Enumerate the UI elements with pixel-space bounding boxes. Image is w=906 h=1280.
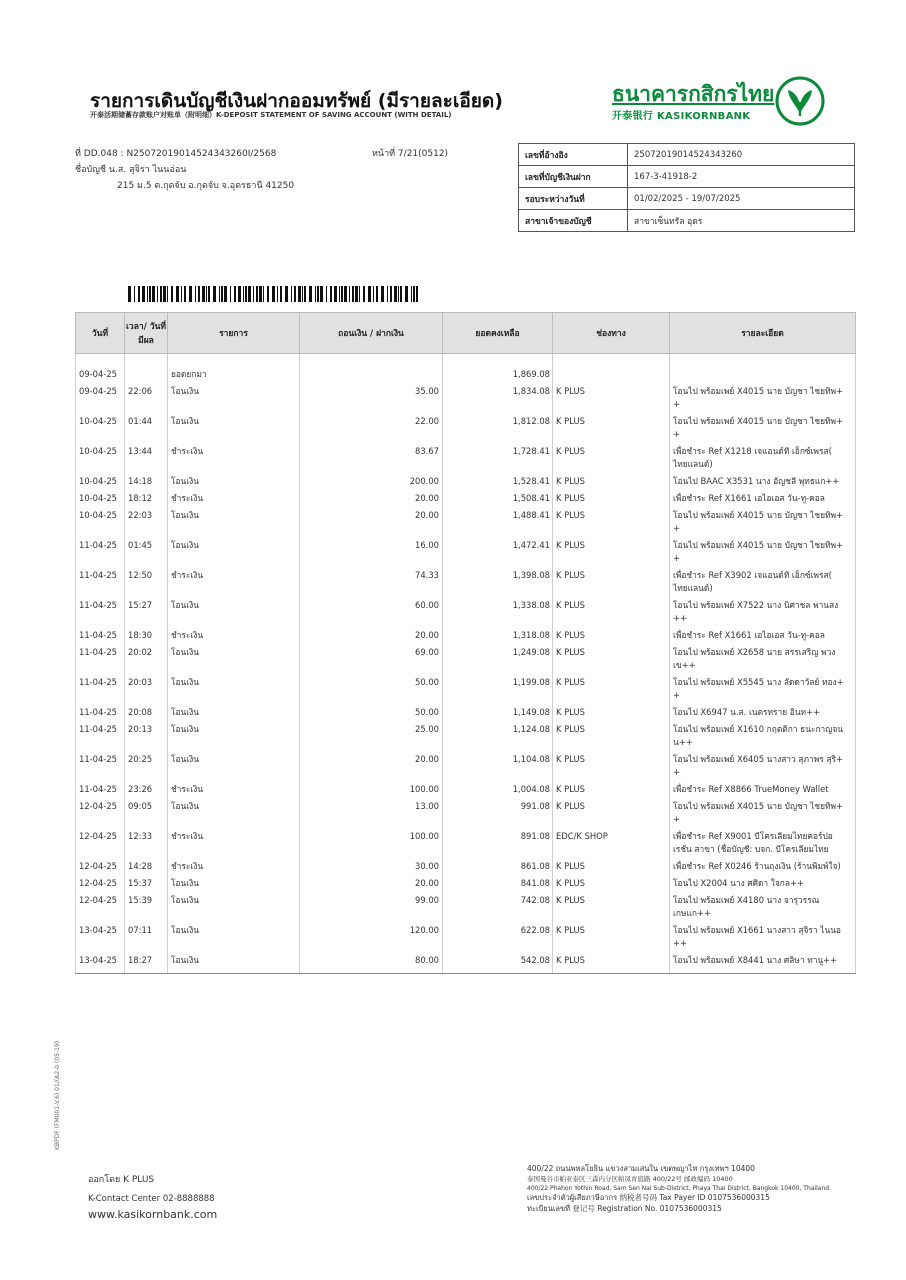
barcode bbox=[128, 286, 418, 302]
cell-detail: เพื่อชำระ Ref X0246 ร้านถุงเงิน (ร้านพิมพ์ใจ) bbox=[670, 858, 856, 875]
cell-balance: 1,869.08 bbox=[443, 354, 553, 384]
doc-reference: ที่ DD.048 : N25072019014524343260I/2568 bbox=[75, 149, 277, 159]
cell-channel: K PLUS bbox=[553, 413, 670, 443]
cell-time: 12:50 bbox=[125, 567, 168, 597]
cell-balance: 1,528.41 bbox=[443, 473, 553, 490]
cell-description: ชำระเงิน bbox=[168, 490, 300, 507]
cell-date: 11-04-25 bbox=[76, 597, 125, 627]
transactions-table bbox=[75, 312, 856, 974]
table-row bbox=[76, 892, 856, 922]
cell-balance: 1,124.08 bbox=[443, 721, 553, 751]
cell-detail: โอนไป พร้อมเพย์ X4015 นาย บัญชา ไชยทิพ+ + bbox=[670, 537, 856, 567]
cell-time: 12:33 bbox=[125, 828, 168, 858]
cell-description: โอนเงิน bbox=[168, 721, 300, 751]
statement-title: รายการเดินบัญชีเงินฝากออมทรัพย์ (มีรายละเอียด) bbox=[90, 90, 503, 112]
cell-description: ชำระเงิน bbox=[168, 443, 300, 473]
table-row bbox=[76, 751, 856, 781]
cell-detail: โอนไป พร้อมเพย์ X4015 นาย บัญชา ไชยทิพ+ + bbox=[670, 413, 856, 443]
table-row bbox=[76, 952, 856, 974]
cell-date: 12-04-25 bbox=[76, 798, 125, 828]
table-row bbox=[76, 798, 856, 828]
cell-description: โอนเงิน bbox=[168, 383, 300, 413]
cell-channel: K PLUS bbox=[553, 537, 670, 567]
cell-channel: K PLUS bbox=[553, 443, 670, 473]
cell-detail: เพื่อชำระ Ref X1218 เจแอนด์ที เอ็กซ์เพรส( ไทยแลนด์) bbox=[670, 443, 856, 473]
info-label: เลขที่บัญชีเงินฝาก bbox=[519, 166, 628, 188]
cell-amount: 20.00 bbox=[300, 507, 443, 537]
info-label: รอบระหว่างวันที่ bbox=[519, 188, 628, 210]
cell-balance: 991.08 bbox=[443, 798, 553, 828]
cell-detail: โอนไป พร้อมเพย์ X1661 นางสาว สุจิรา ไนนอ ++ bbox=[670, 922, 856, 952]
table-row bbox=[76, 443, 856, 473]
cell-detail: โอนไป X2004 นาง ศศิดา ใจกล++ bbox=[670, 875, 856, 892]
cell-amount: 50.00 bbox=[300, 704, 443, 721]
cell-detail: เพื่อชำระ Ref X9001 บีโครเลียมไทยคอร์ปอ เรชั่น สาขา (ชื่อบัญชี: บจก. บีโครเลียมไทย bbox=[670, 828, 856, 858]
cell-time: 07:11 bbox=[125, 922, 168, 952]
col-header-channel: ช่องทาง bbox=[553, 313, 670, 354]
cell-time: 18:12 bbox=[125, 490, 168, 507]
cell-balance: 542.08 bbox=[443, 952, 553, 974]
cell-description: โอนเงิน bbox=[168, 704, 300, 721]
table-header-row bbox=[76, 313, 856, 354]
cell-channel: K PLUS bbox=[553, 473, 670, 490]
cell-amount: 35.00 bbox=[300, 383, 443, 413]
cell-description: โอนเงิน bbox=[168, 922, 300, 952]
cell-channel: EDC/K SHOP bbox=[553, 828, 670, 858]
info-row bbox=[519, 188, 855, 210]
form-code: KBPDF (FM001-V.6) 01/(A2-0 (05-19) bbox=[54, 1040, 61, 1150]
cell-channel: K PLUS bbox=[553, 952, 670, 974]
cell-balance: 1,812.08 bbox=[443, 413, 553, 443]
cell-time: 23:26 bbox=[125, 781, 168, 798]
col-header-date: วันที่ bbox=[76, 313, 125, 354]
info-label: เลขที่อ้างอิง bbox=[519, 144, 628, 166]
col-header-time: เวลา/ วันที่มีผล bbox=[125, 313, 168, 354]
cell-balance: 1,199.08 bbox=[443, 674, 553, 704]
cell-description: โอนเงิน bbox=[168, 537, 300, 567]
cell-balance: 1,338.08 bbox=[443, 597, 553, 627]
cell-amount: 120.00 bbox=[300, 922, 443, 952]
cell-time: 22:03 bbox=[125, 507, 168, 537]
footer-address-en: 400/22 Phahon Yothin Road, Sam Sen Nai Sub-District, Phaya Thai District, Bangkok 10400, Thailand. bbox=[527, 1185, 831, 1192]
account-address: 215 ม.5 ต.กุดจับ อ.กุดจับ จ.อุดรธานี 41250 bbox=[117, 181, 295, 191]
cell-description: โอนเงิน bbox=[168, 507, 300, 537]
cell-date: 09-04-25 bbox=[76, 383, 125, 413]
transactions-body bbox=[76, 354, 856, 974]
cell-date: 12-04-25 bbox=[76, 892, 125, 922]
footer-address-th: 400/22 ถนนพหลโยธิน แขวงสามเสนใน เขตพญาไท กรุงเทพฯ 10400 bbox=[527, 1164, 755, 1173]
cell-detail: โอนไป BAAC X3531 นาง อัญชลี พุทธแก++ bbox=[670, 473, 856, 490]
cell-date: 11-04-25 bbox=[76, 751, 125, 781]
cell-time: 18:30 bbox=[125, 627, 168, 644]
cell-amount: 100.00 bbox=[300, 781, 443, 798]
cell-balance: 742.08 bbox=[443, 892, 553, 922]
footer-registration: ทะเบียนเลขที่ 登记号 Registration No. 0107536000315 bbox=[527, 1204, 722, 1213]
cell-date: 12-04-25 bbox=[76, 875, 125, 892]
cell-amount: 83.67 bbox=[300, 443, 443, 473]
cell-balance: 1,249.08 bbox=[443, 644, 553, 674]
kbank-logo-icon bbox=[775, 76, 825, 126]
cell-date: 09-04-25 bbox=[76, 354, 125, 384]
cell-time bbox=[125, 354, 168, 384]
cell-time: 15:37 bbox=[125, 875, 168, 892]
cell-balance: 841.08 bbox=[443, 875, 553, 892]
cell-balance: 1,318.08 bbox=[443, 627, 553, 644]
cell-detail: โอนไป X6947 น.ส. เนตรทราย อินท++ bbox=[670, 704, 856, 721]
cell-balance: 891.08 bbox=[443, 828, 553, 858]
footer-address-cn: 泰国曼谷市帕亚泰区三森内分区帕凤育庭路 400/22号 邮政编码 10400 bbox=[527, 1175, 733, 1183]
cell-amount: 25.00 bbox=[300, 721, 443, 751]
cell-detail bbox=[670, 354, 856, 384]
cell-description: ชำระเงิน bbox=[168, 567, 300, 597]
cell-description: ยอดยกมา bbox=[168, 354, 300, 384]
cell-amount: 69.00 bbox=[300, 644, 443, 674]
cell-time: 22:06 bbox=[125, 383, 168, 413]
cell-description: โอนเงิน bbox=[168, 597, 300, 627]
table-row bbox=[76, 858, 856, 875]
table-row bbox=[76, 413, 856, 443]
cell-description: โอนเงิน bbox=[168, 952, 300, 974]
contact-center: K-Contact Center 02-8888888 bbox=[88, 1194, 215, 1204]
cell-detail: โอนไป พร้อมเพย์ X7522 นาง นิศาชล พานสง ++ bbox=[670, 597, 856, 627]
cell-detail: โอนไป พร้อมเพย์ X2658 นาย สรรเสริญ พวง เข++ bbox=[670, 644, 856, 674]
info-label: สาขาเจ้าของบัญชี bbox=[519, 210, 628, 232]
cell-channel: K PLUS bbox=[553, 781, 670, 798]
table-row bbox=[76, 490, 856, 507]
cell-date: 10-04-25 bbox=[76, 413, 125, 443]
col-header-amount: ถอนเงิน / ฝากเงิน bbox=[300, 313, 443, 354]
table-row bbox=[76, 922, 856, 952]
cell-description: โอนเงิน bbox=[168, 875, 300, 892]
cell-amount: 60.00 bbox=[300, 597, 443, 627]
cell-description: โอนเงิน bbox=[168, 674, 300, 704]
cell-balance: 1,728.41 bbox=[443, 443, 553, 473]
cell-amount bbox=[300, 354, 443, 384]
table-row bbox=[76, 627, 856, 644]
cell-description: โอนเงิน bbox=[168, 751, 300, 781]
info-row bbox=[519, 210, 855, 232]
cell-time: 09:05 bbox=[125, 798, 168, 828]
cell-amount: 20.00 bbox=[300, 751, 443, 781]
cell-date: 11-04-25 bbox=[76, 567, 125, 597]
cell-amount: 50.00 bbox=[300, 674, 443, 704]
cell-balance: 1,004.08 bbox=[443, 781, 553, 798]
cell-detail: โอนไป พร้อมเพย์ X4180 นาง จารุวรรณ เกษแก++ bbox=[670, 892, 856, 922]
table-row bbox=[76, 473, 856, 490]
cell-time: 18:27 bbox=[125, 952, 168, 974]
col-header-balance: ยอดคงเหลือ bbox=[443, 313, 553, 354]
cell-detail: โอนไป พร้อมเพย์ X4015 นาย บัญชา ไชยทิพ+ + bbox=[670, 798, 856, 828]
cell-detail: เพื่อชำระ Ref X8866 TrueMoney Wallet bbox=[670, 781, 856, 798]
cell-time: 15:27 bbox=[125, 597, 168, 627]
cell-date: 11-04-25 bbox=[76, 721, 125, 751]
cell-channel: K PLUS bbox=[553, 892, 670, 922]
cell-time: 20:02 bbox=[125, 644, 168, 674]
cell-time: 13:44 bbox=[125, 443, 168, 473]
cell-time: 20:25 bbox=[125, 751, 168, 781]
cell-detail: โอนไป พร้อมเพย์ X1610 กฤตติกา ธนะกาญจน น++ bbox=[670, 721, 856, 751]
cell-balance: 1,398.08 bbox=[443, 567, 553, 597]
table-row bbox=[76, 721, 856, 751]
cell-time: 15:39 bbox=[125, 892, 168, 922]
cell-amount: 99.00 bbox=[300, 892, 443, 922]
table-row bbox=[76, 704, 856, 721]
bank-name-th: ธนาคารกสิกรไทย bbox=[612, 82, 775, 106]
info-value: สาขาเซ็นทรัล อุดร bbox=[628, 210, 855, 232]
table-row bbox=[76, 567, 856, 597]
table-row bbox=[76, 383, 856, 413]
cell-amount: 100.00 bbox=[300, 828, 443, 858]
cell-amount: 200.00 bbox=[300, 473, 443, 490]
info-value: 167-3-41918-2 bbox=[628, 166, 855, 188]
footer-tax-id: เลขประจำตัวผู้เสียภาษีอากร 纳税者号码 Tax Payer ID 0107536000315 bbox=[527, 1193, 770, 1202]
cell-amount: 20.00 bbox=[300, 490, 443, 507]
cell-detail: โอนไป พร้อมเพย์ X4015 นาย บัญชา ไชยทิพ+ + bbox=[670, 507, 856, 537]
cell-balance: 1,104.08 bbox=[443, 751, 553, 781]
cell-description: โอนเงิน bbox=[168, 413, 300, 443]
cell-channel: K PLUS bbox=[553, 383, 670, 413]
table-row bbox=[76, 828, 856, 858]
cell-amount: 20.00 bbox=[300, 875, 443, 892]
col-header-detail: รายละเอียด bbox=[670, 313, 856, 354]
info-row bbox=[519, 166, 855, 188]
cell-channel: K PLUS bbox=[553, 674, 670, 704]
cell-detail: โอนไป พร้อมเพย์ X8441 นาง ศลิษา ทานู++ bbox=[670, 952, 856, 974]
cell-channel: K PLUS bbox=[553, 507, 670, 537]
cell-balance: 861.08 bbox=[443, 858, 553, 875]
table-row bbox=[76, 781, 856, 798]
cell-channel: K PLUS bbox=[553, 751, 670, 781]
cell-time: 20:08 bbox=[125, 704, 168, 721]
cell-channel: K PLUS bbox=[553, 922, 670, 952]
cell-balance: 1,508.41 bbox=[443, 490, 553, 507]
cell-channel: K PLUS bbox=[553, 644, 670, 674]
cell-balance: 622.08 bbox=[443, 922, 553, 952]
info-row bbox=[519, 144, 855, 166]
cell-date: 11-04-25 bbox=[76, 674, 125, 704]
cell-detail: โอนไป พร้อมเพย์ X5545 นาง ลัดดาวัลย์ ทอง+ + bbox=[670, 674, 856, 704]
table-row bbox=[76, 354, 856, 384]
account-info-table bbox=[518, 143, 855, 232]
website-link[interactable]: www.kasikornbank.com bbox=[88, 1208, 218, 1221]
cell-time: 20:03 bbox=[125, 674, 168, 704]
cell-detail: เพื่อชำระ Ref X1661 เอไอเอส วัน-ทู-คอล bbox=[670, 490, 856, 507]
cell-date: 10-04-25 bbox=[76, 443, 125, 473]
cell-date: 11-04-25 bbox=[76, 537, 125, 567]
cell-detail: โอนไป พร้อมเพย์ X4015 นาย บัญชา ไชยทิพ+ + bbox=[670, 383, 856, 413]
table-row bbox=[76, 674, 856, 704]
cell-balance: 1,834.08 bbox=[443, 383, 553, 413]
table-row bbox=[76, 644, 856, 674]
cell-time: 14:18 bbox=[125, 473, 168, 490]
info-value: 01/02/2025 - 19/07/2025 bbox=[628, 188, 855, 210]
cell-date: 11-04-25 bbox=[76, 781, 125, 798]
cell-channel: K PLUS bbox=[553, 858, 670, 875]
cell-channel: K PLUS bbox=[553, 875, 670, 892]
cell-description: โอนเงิน bbox=[168, 473, 300, 490]
cell-date: 11-04-25 bbox=[76, 704, 125, 721]
cell-amount: 13.00 bbox=[300, 798, 443, 828]
cell-detail: เพื่อชำระ Ref X1661 เอไอเอส วัน-ทู-คอล bbox=[670, 627, 856, 644]
cell-balance: 1,149.08 bbox=[443, 704, 553, 721]
cell-channel bbox=[553, 354, 670, 384]
cell-time: 01:45 bbox=[125, 537, 168, 567]
cell-description: ชำระเงิน bbox=[168, 858, 300, 875]
cell-date: 12-04-25 bbox=[76, 828, 125, 858]
cell-detail: โอนไป พร้อมเพย์ X6405 นางสาว สุภาพร สุริ+ + bbox=[670, 751, 856, 781]
table-row bbox=[76, 597, 856, 627]
cell-description: โอนเงิน bbox=[168, 892, 300, 922]
cell-description: ชำระเงิน bbox=[168, 627, 300, 644]
statement-subtitle: 开泰活期储蓄存款账户对账单（附明细）K-DEPOSIT STATEMENT OF SAVING ACCOUNT (WITH DETAIL) bbox=[90, 111, 452, 119]
page-number: หน้าที่ 7/21(0512) bbox=[372, 149, 449, 159]
cell-amount: 16.00 bbox=[300, 537, 443, 567]
info-value: 25072019014524343260 bbox=[628, 144, 855, 166]
account-name: ชื่อบัญชี น.ส. สุจิรา ไนนอ่อน bbox=[75, 165, 187, 175]
table-row bbox=[76, 507, 856, 537]
cell-date: 10-04-25 bbox=[76, 490, 125, 507]
cell-amount: 74.33 bbox=[300, 567, 443, 597]
cell-description: โอนเงิน bbox=[168, 644, 300, 674]
cell-channel: K PLUS bbox=[553, 490, 670, 507]
cell-channel: K PLUS bbox=[553, 704, 670, 721]
col-header-description: รายการ bbox=[168, 313, 300, 354]
cell-date: 13-04-25 bbox=[76, 922, 125, 952]
cell-time: 14:28 bbox=[125, 858, 168, 875]
table-row bbox=[76, 537, 856, 567]
cell-channel: K PLUS bbox=[553, 567, 670, 597]
cell-detail: เพื่อชำระ Ref X3902 เจแอนด์ที เอ็กซ์เพรส( ไทยแลนด์) bbox=[670, 567, 856, 597]
cell-date: 11-04-25 bbox=[76, 627, 125, 644]
cell-channel: K PLUS bbox=[553, 627, 670, 644]
cell-date: 11-04-25 bbox=[76, 644, 125, 674]
cell-amount: 80.00 bbox=[300, 952, 443, 974]
cell-time: 01:44 bbox=[125, 413, 168, 443]
table-row bbox=[76, 875, 856, 892]
cell-date: 10-04-25 bbox=[76, 473, 125, 490]
cell-description: ชำระเงิน bbox=[168, 828, 300, 858]
cell-channel: K PLUS bbox=[553, 597, 670, 627]
cell-date: 12-04-25 bbox=[76, 858, 125, 875]
cell-amount: 20.00 bbox=[300, 627, 443, 644]
cell-date: 13-04-25 bbox=[76, 952, 125, 974]
cell-channel: K PLUS bbox=[553, 798, 670, 828]
bank-name-en: 开泰银行 KASIKORNBANK bbox=[612, 111, 751, 122]
cell-balance: 1,488.41 bbox=[443, 507, 553, 537]
cell-description: ชำระเงิน bbox=[168, 781, 300, 798]
issued-by: ออกโดย K PLUS bbox=[88, 1175, 155, 1185]
cell-amount: 30.00 bbox=[300, 858, 443, 875]
cell-description: โอนเงิน bbox=[168, 798, 300, 828]
cell-time: 20:13 bbox=[125, 721, 168, 751]
cell-date: 10-04-25 bbox=[76, 507, 125, 537]
cell-amount: 22.00 bbox=[300, 413, 443, 443]
cell-balance: 1,472.41 bbox=[443, 537, 553, 567]
cell-channel: K PLUS bbox=[553, 721, 670, 751]
